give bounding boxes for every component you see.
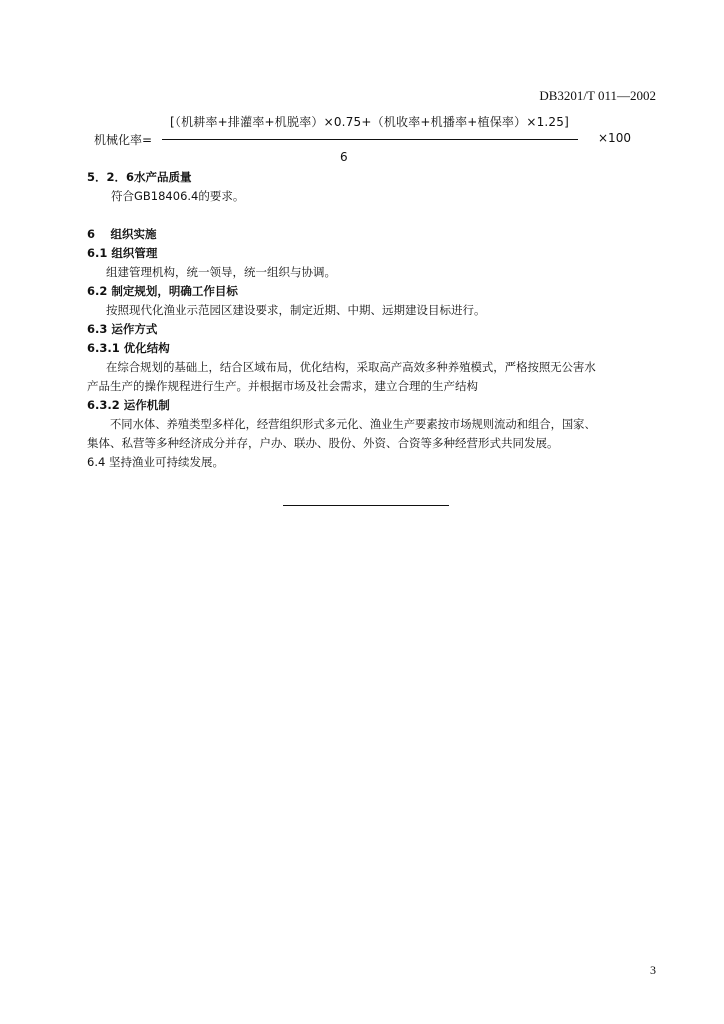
text-6-1: 组建管理机构，统一领导，统一组织与协调。 [106,265,336,279]
page-number: 3 [650,963,656,977]
formula-denominator: 6 [340,150,348,164]
heading-6: 6 组织实施 [87,227,157,241]
heading-6-1: 6.1 组织管理 [87,246,158,260]
text-5-2-6: 符合GB18406.4的要求。 [111,189,245,203]
heading-6-2: 6.2 制定规划，明确工作目标 [87,284,238,298]
heading-6-3: 6.3 运作方式 [87,322,158,336]
formula-multiplier: ×100 [598,131,631,145]
text-6-3-1-line1: 在综合规划的基础上，结合区域布局，优化结构，采取高产高效多种养殖模式，严格按照无公害水 [106,360,596,374]
heading-6-3-2: 6.3.2 运作机制 [87,398,170,412]
heading-6-4: 6.4 坚持渔业可持续发展。 [87,455,224,469]
text-6-3-2-line1: 不同水体、养殖类型多样化，经营组织形式多元化、渔业生产要素按市场规则流动和组合，国家、 [110,418,596,431]
heading-5-2-6: 5．2．6水产品质量 [87,170,192,184]
formula-numerator: [（机耕率+排灌率+机脱率）×0.75+（机收率+机播率+植保率）×1.25] [170,115,569,129]
document-id: DB3201/T 011—2002 [539,88,656,103]
fraction-line [162,139,578,140]
end-rule [283,505,449,506]
heading-6-3-1: 6.3.1 优化结构 [87,341,170,355]
formula-label: 机械化率= [94,133,153,147]
text-6-3-1-line2: 产品生产的操作规程进行生产。并根据市场及社会需求，建立合理的生产结构 [87,379,478,393]
text-6-3-2-line2: 集体、私营等多种经济成分并存，户办、联办、股份、外资、合资等多种经营形式共同发展。 [87,436,559,450]
text-6-2: 按照现代化渔业示范园区建设要求，制定近期、中期、远期建设目标进行。 [106,303,486,317]
